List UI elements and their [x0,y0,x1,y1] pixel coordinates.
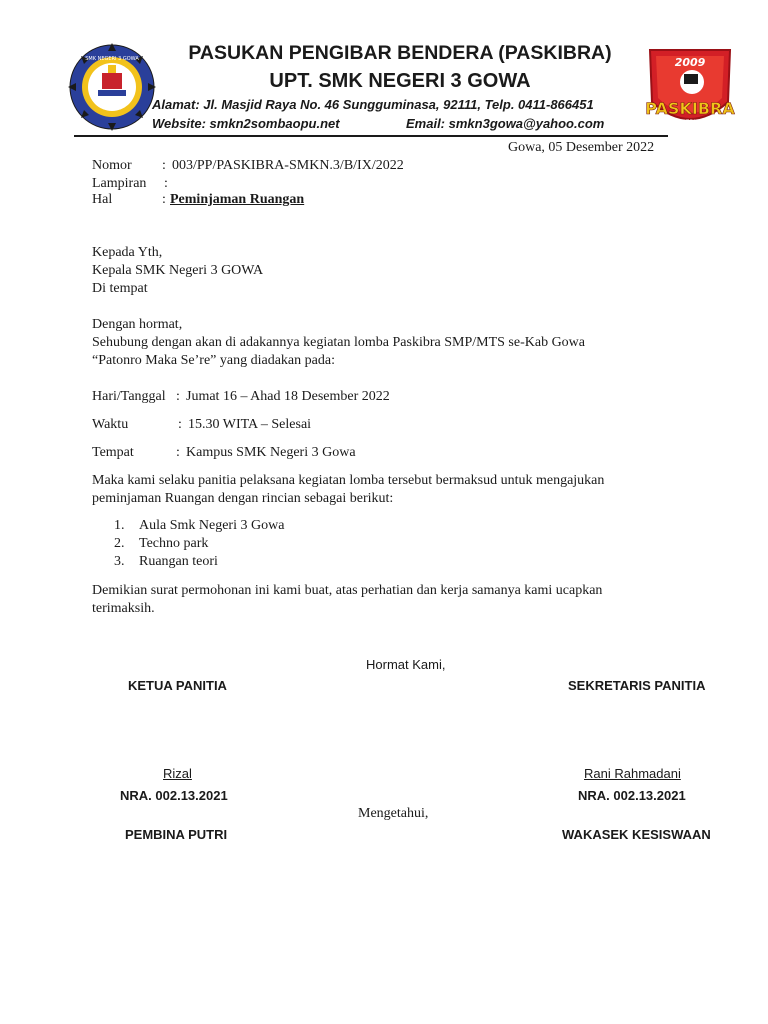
place-date: Gowa, 05 Desember 2022 [508,140,655,155]
field-value-nomor: 003/PP/PASKIBRA-SMKN.3/B/IX/2022 [172,158,404,173]
event-sep-date: : [176,389,180,404]
recipient-line: Kepada Yth, [92,245,163,260]
event-value-date: Jumat 16 – Ahad 18 Desember 2022 [186,389,390,404]
room-number: 1. [114,518,125,533]
letterhead-address: Alamat: Jl. Masjid Raya No. 46 Sungguminasa, 92111, Telp. 0411-866451 [152,97,594,112]
event-sep-place: : [176,445,180,460]
role-sekretaris: SEKRETARIS PANITIA [568,678,706,693]
field-value-hal: Peminjaman Ruangan [170,192,305,207]
letterhead-divider [74,135,668,137]
room-number: 2. [114,536,125,551]
field-sep-nomor: : [162,158,166,173]
field-label-lampiran: Lampiran [92,176,147,191]
signer-nra-right: NRA. 002.13.2021 [578,788,686,803]
intro-line: “Patonro Maka Se’re” yang diadakan pada: [92,353,335,368]
svg-text:SMK NEGERI 3 GOWA: SMK NEGERI 3 GOWA [85,56,139,62]
event-label-place: Tempat [92,445,134,460]
request-line: Maka kami selaku panitia pelaksana kegiatan lomba tersebut bermaksud untuk mengajukan [92,473,605,488]
field-label-hal: Hal [92,192,113,207]
greeting: Dengan hormat, [92,317,183,332]
role-ketua: KETUA PANITIA [128,678,227,693]
field-label-nomor: Nomor [92,158,132,173]
event-label-date: Hari/Tanggal [92,389,166,404]
role-pembina: PEMBINA PUTRI [125,827,228,842]
letterhead-school: UPT. SMK NEGERI 3 GOWA [269,70,531,92]
acknowledged: Mengetahui, [358,806,429,821]
svg-text:PASKIBRA: PASKIBRA [645,99,735,118]
closing-line: Demikian surat permohonan ini kami buat, atas perhatian dan kerja samanya kami ucapkan [92,583,603,598]
signer-name-left: Rizal [163,766,192,781]
room-name: Aula Smk Negeri 3 Gowa [139,518,285,533]
request-line: peminjaman Ruangan dengan rincian sebagai berikut: [92,491,394,506]
field-sep-hal: : [162,192,166,207]
letterhead-email: Email: smkn3gowa@yahoo.com [406,116,605,131]
room-number: 3. [114,554,125,569]
room-name: Ruangan teori [139,554,218,569]
event-label-time: Waktu [92,417,129,432]
closing-line: terimaksih. [92,601,155,616]
letterhead-website: Website: smkn2sombaopu.net [152,116,340,131]
signer-nra-left: NRA. 002.13.2021 [120,788,228,803]
svg-text:SMK NEGERI 3 GOWA: SMK NEGERI 3 GOWA [657,119,723,126]
recipient-line: Kepala SMK Negeri 3 GOWA [92,263,264,278]
event-sep-time: : [178,417,182,432]
recipient-line: Di tempat [92,281,148,296]
field-sep-lampiran: : [164,176,168,191]
event-value-time: 15.30 WITA – Selesai [188,417,312,432]
room-name: Techno park [139,536,209,551]
signer-name-right: Rani Rahmadani [584,766,681,781]
letterhead-title: PASUKAN PENGIBAR BENDERA (PASKIBRA) [188,42,612,64]
regards: Hormat Kami, [366,657,446,672]
event-value-place: Kampus SMK Negeri 3 Gowa [186,445,356,460]
svg-text:2009: 2009 [674,56,706,69]
role-wakasek: WAKASEK KESISWAAN [562,827,711,842]
intro-line: Sehubung dengan akan di adakannya kegiatan lomba Paskibra SMP/MTS se-Kab Gowa [92,335,586,350]
